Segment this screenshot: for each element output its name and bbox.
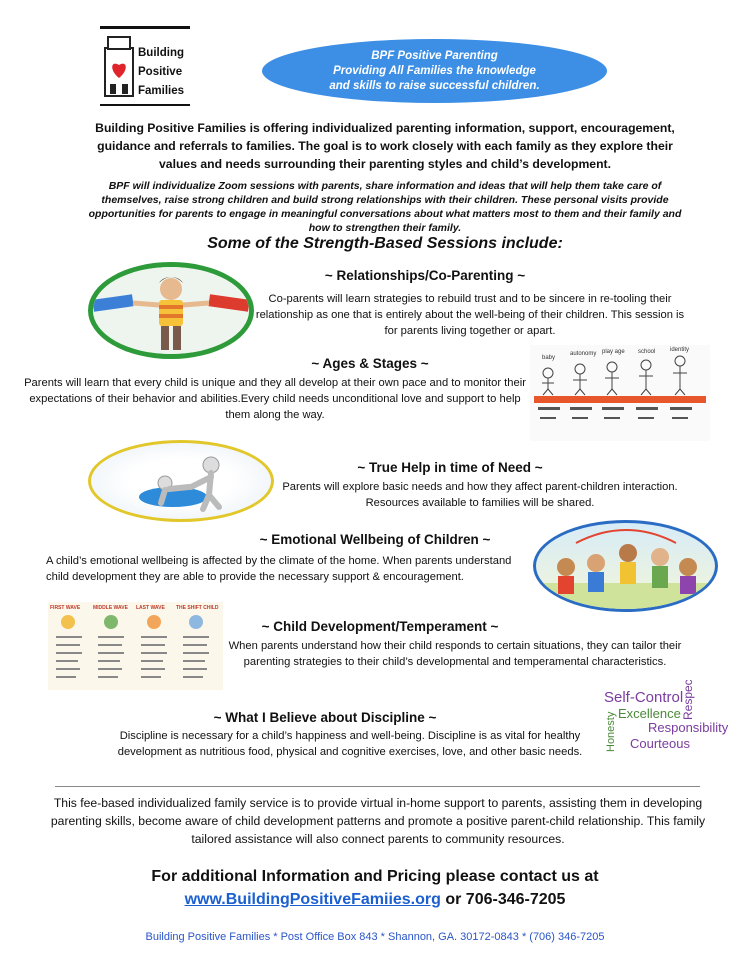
section-body-relationships: Co-parents will learn strategies to rebuild trust and to be sincere in re-tooling their relationship as one that is entirely about the well-being of their children. This session is for parents living together or apart. <box>255 293 685 337</box>
banner-line-2: Providing All Families the knowledge <box>333 64 536 77</box>
word-respect: Respect <box>681 680 695 720</box>
word-courteous: Courteous <box>630 736 690 751</box>
house-heart-icon <box>102 34 136 100</box>
logo-line-2: Positive <box>138 66 183 78</box>
children-playing-icon <box>536 523 715 609</box>
zoom-sessions-paragraph: BPF will individualize Zoom sessions with parents, share information and ideas that will help them take care of themselves, raise strong children and build strong relationships with their children. These personal visits provide opportunities for parents to engage in meaningful conversations about what matters most to them and their family and how to strengthen their family. <box>88 180 682 234</box>
section-body-emotional-wellbeing: A child’s emotional wellbeing is affected by the climate of the home. When parents understand child development they are able to provide the necessary support & encouragement. <box>46 555 512 583</box>
temperament-image <box>48 602 223 690</box>
section-title-relationships: ~ Relationships/Co-Parenting ~ <box>324 268 526 283</box>
section-title-ages-stages: ~ Ages & Stages ~ <box>311 356 429 371</box>
section-body-ages-stages: Parents will learn that every child is unique and they all develop at their own pace and to monitor their expectations of their behavior and abilities.Every child needs unconditional love and support to help them along the way. <box>24 377 526 421</box>
website-link[interactable]: www.BuildingPositiveFamiies.org <box>184 891 441 908</box>
stage-label-3: play age <box>602 349 625 355</box>
logo-top-rule <box>100 26 190 29</box>
banner-line-1: BPF Positive Parenting <box>371 49 498 62</box>
temperament-label-3: LAST WAVE <box>136 605 165 611</box>
coparenting-image <box>88 262 254 359</box>
word-self-control: Self-Control <box>604 689 684 706</box>
stage-label-5: identity <box>670 347 690 353</box>
contact-line <box>100 888 650 911</box>
service-paragraph: This fee-based individualized family service is to provide virtual in-home support to parents, assisting them in developing parenting skills, become aware of child development patterns and promote a positive parent-child relationship. This family tailored assistance will also connect parents to community resources. <box>50 796 706 846</box>
stage-label-2: autonomy <box>570 351 597 357</box>
word-cloud-graphic <box>598 680 733 755</box>
helping-hand-figures-icon <box>91 443 271 519</box>
logo-line-3: Families <box>138 85 185 97</box>
logo-bottom-rule <box>100 104 190 106</box>
word-excellence: Excellence <box>618 706 681 721</box>
true-help-image <box>88 440 274 522</box>
logo <box>100 26 192 106</box>
contact-block <box>100 865 650 911</box>
banner-line-3: and skills to raise successful children. <box>329 79 540 92</box>
section-title-child-development: ~ Child Development/Temperament ~ <box>261 619 499 634</box>
section-title-discipline: ~ What I Believe about Discipline ~ <box>213 710 437 725</box>
section-body-true-help: Parents will explore basic needs and how they affect parent-children interaction. Resources available to families will be shared. <box>282 481 678 509</box>
development-stages-icon <box>530 345 710 441</box>
divider-line <box>55 786 700 787</box>
logo-line-1: Building <box>138 47 184 59</box>
temperament-label-1: FIRST WAVE <box>50 605 81 611</box>
stage-label-4: school <box>638 349 656 355</box>
logo-words <box>138 44 184 101</box>
phone-text: or 706-346-7205 <box>440 891 566 908</box>
temperament-label-4: THE SHIFT CHILD <box>176 605 219 611</box>
title-banner <box>262 39 607 103</box>
word-responsibility: Responsibility <box>648 720 729 735</box>
stage-label-1: baby <box>542 355 556 361</box>
ages-stages-image <box>530 345 710 441</box>
section-body-child-development: When parents understand how their child responds to certain situations, they can tailor their parenting strategies to their child’s developmental and temperamental characteristics. <box>228 640 682 668</box>
intro-paragraph: Building Positive Families is offering individualized parenting information, support, encouragement, guidance and referrals to families. The goal is to work closely with each family as they explore their values and needs surrounding their parenting styles and child’s development. <box>95 121 675 171</box>
values-word-cloud <box>598 680 733 755</box>
footer-address: Building Positive Families * Post Office Box 843 * Shannon, GA. 30172-0843 * (706) 346-7205 <box>145 931 605 943</box>
sessions-heading: Some of the Strength-Based Sessions include: <box>207 235 563 252</box>
temperament-label-2: MIDDLE WAVE <box>93 605 128 611</box>
word-honesty: Honesty <box>605 711 617 752</box>
temperament-chart-icon <box>48 602 223 690</box>
child-holding-hands-icon <box>93 267 249 354</box>
contact-heading: For additional Information and Pricing please contact us at <box>151 868 599 885</box>
section-body-discipline: Discipline is necessary for a child’s happiness and well-being. Discipline is as vital for healthy development as nutritious food, physical and cognitive exercises, love, and other basic needs. <box>117 730 583 758</box>
emotional-wellbeing-image <box>533 520 718 612</box>
section-title-emotional-wellbeing: ~ Emotional Wellbeing of Children ~ <box>259 532 491 547</box>
section-title-true-help: ~ True Help in time of Need ~ <box>357 460 543 475</box>
